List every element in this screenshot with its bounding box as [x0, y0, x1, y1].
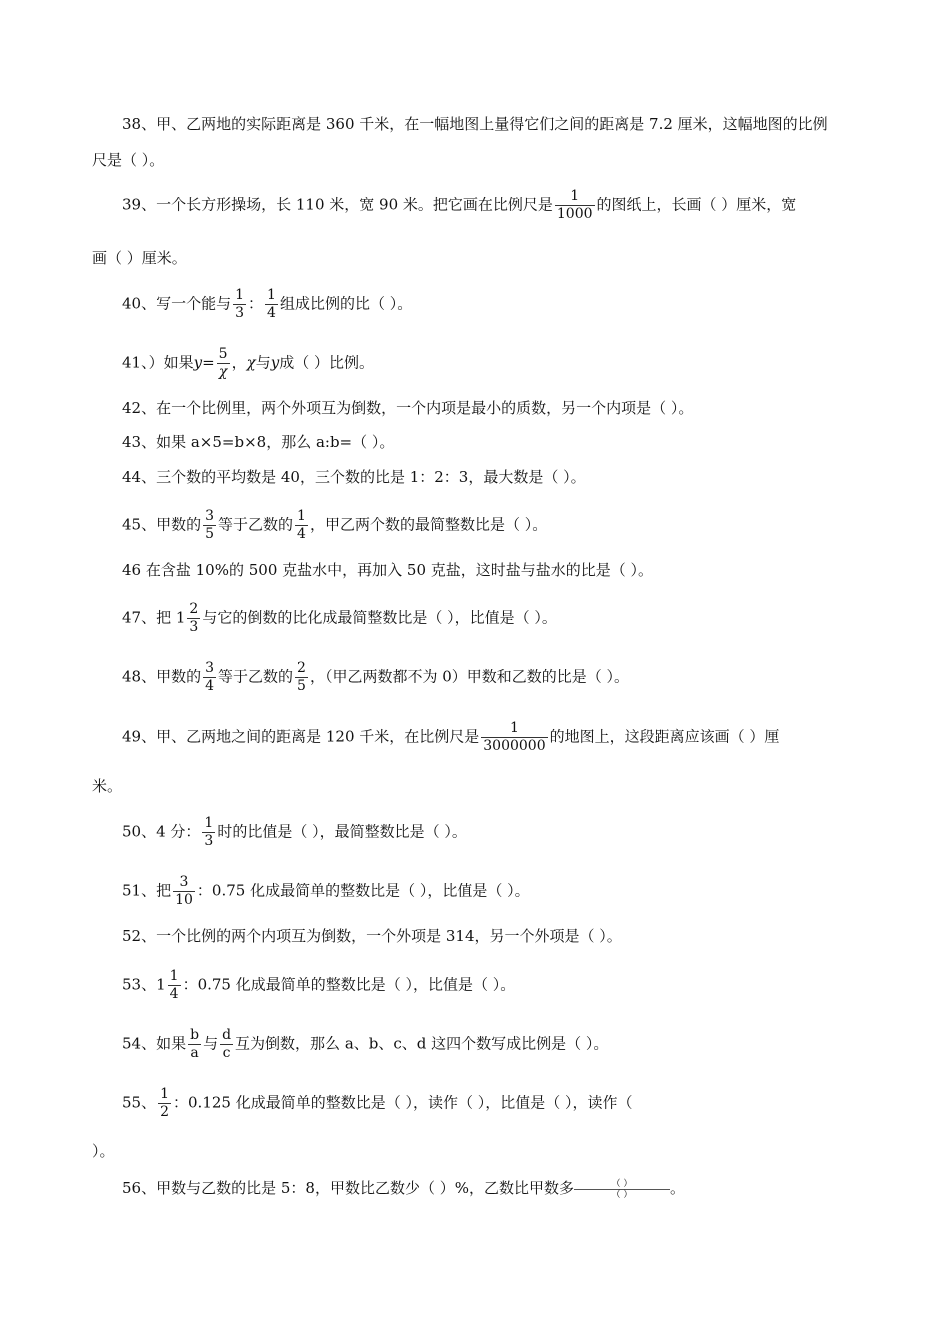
numerator: 5: [218, 346, 228, 362]
colon: ：: [248, 294, 264, 313]
question-54-text-b: 与: [203, 1034, 219, 1053]
question-39-line-2: 画（ ）厘米。: [92, 249, 187, 267]
question-41: [122, 346, 374, 381]
denominator: 3: [235, 305, 245, 321]
question-40-text-a: 40、写一个能与: [122, 294, 232, 313]
fraction-three-quarters: [203, 660, 216, 695]
denominator: 4: [169, 986, 179, 1002]
fraction-one-quarter: [265, 287, 278, 322]
question-56-text-a: 56、甲数与乙数的比是 5：8，甲数比乙数少（ ）%，乙数比甲数多: [122, 1179, 574, 1197]
numerator: 2: [297, 660, 306, 676]
denominator: 10: [175, 892, 193, 908]
question-56: [122, 1178, 685, 1200]
question-47: [122, 601, 557, 636]
question-49-line-1: [122, 720, 779, 755]
scale-fraction: [481, 720, 547, 755]
fraction-d-over-c: [220, 1027, 233, 1062]
variable-y: y: [193, 353, 203, 372]
question-38-line-1: 38、甲、乙两地的实际距离是 360 千米，在一幅地图上量得它们之间的距离是 7.2 厘米，这幅地图的比例: [122, 115, 828, 133]
question-49-text-a: 49、甲、乙两地之间的距离是 120 千米，在比例尺是: [122, 727, 480, 746]
question-38-line-2: 尺是（ ）。: [92, 151, 165, 169]
question-48-text-a: 48、甲数的: [122, 667, 202, 686]
question-50-text-b: 时的比值是（ ），最简整数比是（ ）。: [217, 822, 467, 841]
numerator: 1: [160, 1086, 170, 1102]
denominator: 5: [297, 678, 306, 694]
question-40: [122, 287, 412, 322]
numerator: 1: [297, 508, 306, 524]
equals-sign: =: [202, 353, 215, 372]
denominator: c: [222, 1045, 231, 1061]
question-41-text-b: ，: [231, 353, 247, 372]
fraction-three-tenths: [173, 874, 195, 909]
question-40-text-b: 组成比例的比（ ）。: [279, 294, 413, 313]
question-45-text-c: ，甲乙两个数的最简整数比是（ ）。: [309, 515, 548, 534]
denominator: χ: [218, 364, 228, 380]
variable-x: χ: [246, 353, 256, 372]
question-45-text-a: 45、甲数的: [122, 515, 202, 534]
question-43: 43、如果 a×5=b×8，那么 a:b=（ ）。: [122, 433, 395, 451]
scale-denominator: 3000000: [483, 738, 546, 754]
numerator: 3: [205, 508, 215, 524]
question-47-text-b: 与它的倒数的比化成最简整数比是（ ），比值是（ ）。: [202, 608, 557, 627]
question-47-text-a: 47、把 1: [122, 608, 186, 627]
fraction-two-fifths: [295, 660, 308, 695]
denominator: 3: [189, 619, 199, 635]
question-39-text-b: 的图纸上，长画（ ）厘米，宽: [596, 195, 797, 214]
question-48-text-b: 等于乙数的: [218, 667, 294, 686]
question-51-text-a: 51、把: [122, 881, 172, 900]
fraction-one-third: [202, 815, 215, 850]
numerator: d: [222, 1027, 232, 1043]
question-45-text-b: 等于乙数的: [218, 515, 294, 534]
fraction-three-fifths: [203, 508, 216, 543]
numerator: b: [190, 1027, 200, 1043]
scale-denominator: 1000: [556, 206, 593, 222]
question-41-text-c: 与: [255, 353, 271, 372]
question-41-text-d: 成（ ）比例。: [279, 353, 374, 372]
question-51-text-b: ：0.75 化成最简单的整数比是（ ），比值是（ ）。: [196, 881, 530, 900]
question-55-text-b: ：0.125 化成最简单的整数比是（ ），读作（ ），比值是（ ），读作（: [173, 1093, 633, 1112]
question-51: [122, 874, 530, 909]
blank-numerator: （ ）: [574, 1179, 670, 1190]
fraction-one-quarter: [295, 508, 308, 543]
question-55-line-2: ）。: [92, 1142, 115, 1160]
numerator: 1: [169, 968, 179, 984]
question-54-text-a: 54、如果: [122, 1034, 187, 1053]
scale-numerator: 1: [555, 188, 595, 206]
variable-y-2: y: [270, 353, 280, 372]
fraction-one-third: [233, 287, 246, 322]
question-50-text-a: 50、4 分：: [122, 822, 201, 841]
fraction-two-thirds: [187, 601, 200, 636]
fraction-one-quarter: [168, 968, 181, 1003]
scale-numerator: 1: [481, 720, 547, 738]
question-49-line-2: 米。: [92, 777, 123, 795]
question-45: [122, 508, 547, 543]
denominator: 2: [160, 1104, 170, 1120]
question-53: [122, 968, 515, 1003]
numerator: 2: [189, 601, 199, 617]
numerator: 1: [204, 815, 214, 831]
denominator: 4: [297, 526, 306, 542]
numerator: 1: [267, 287, 276, 303]
question-54: [122, 1027, 608, 1062]
question-55-text-a: 55、: [122, 1093, 157, 1112]
blank-denominator: （ ）: [611, 1189, 633, 1200]
denominator: a: [190, 1045, 199, 1061]
question-48: [122, 660, 629, 695]
denominator: 4: [267, 305, 276, 321]
fraction-5-over-x: [217, 346, 230, 381]
numerator: 3: [173, 874, 195, 892]
question-39-line-1: [122, 188, 796, 223]
question-53-text-b: ：0.75 化成最简单的整数比是（ ），比值是（ ）。: [182, 975, 516, 994]
numerator: 3: [205, 660, 215, 676]
question-52: 52、一个比例的两个内项互为倒数，一个外项是 314，另一个外项是（ ）。: [122, 927, 622, 945]
question-55-line-1: [122, 1086, 633, 1121]
scale-fraction: [555, 188, 595, 223]
denominator: 3: [204, 833, 214, 849]
question-49-text-b: 的地图上，这段距离应该画（ ）厘: [549, 727, 780, 746]
question-42: 42、在一个比例里，两个外项互为倒数，一个内项是最小的质数，另一个内项是（ ）。: [122, 399, 694, 417]
fraction-one-half: [158, 1086, 171, 1121]
question-56-text-b: 。: [669, 1179, 685, 1197]
fraction-b-over-a: [188, 1027, 201, 1062]
question-54-text-c: 互为倒数，那么 a、b、c、d 这四个数写成比例是（ ）。: [235, 1034, 609, 1053]
question-50: [122, 815, 467, 850]
denominator: 4: [205, 678, 215, 694]
question-53-text-a: 53、1: [122, 975, 166, 994]
numerator: 1: [235, 287, 245, 303]
question-44: 44、三个数的平均数是 40，三个数的比是 1：2：3，最大数是（ ）。: [122, 468, 586, 486]
question-39-text-a: 39、一个长方形操场，长 110 米，宽 90 米。把它画在比例尺是: [122, 195, 553, 214]
question-48-text-c: ，（甲乙两数都不为 0）甲数和乙数的比是（ ）。: [309, 667, 630, 686]
blank-fraction: [574, 1179, 670, 1200]
denominator: 5: [205, 526, 215, 542]
question-41-text-a: 41、）如果: [122, 353, 194, 372]
question-46: 46 在含盐 10%的 500 克盐水中，再加入 50 克盐，这时盐与盐水的比是（ ）。: [122, 561, 654, 579]
